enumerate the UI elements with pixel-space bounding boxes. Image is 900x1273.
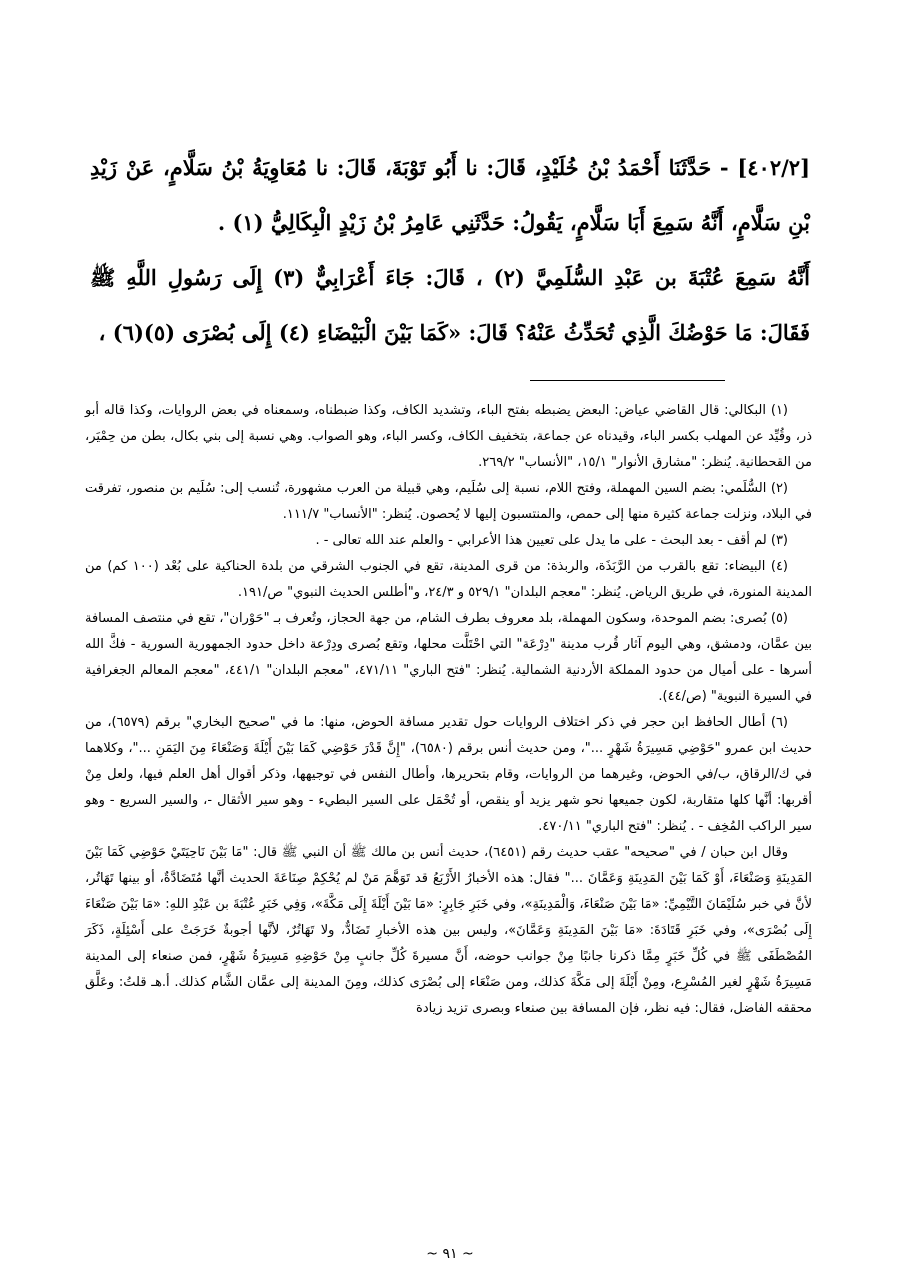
hadith-chain: [٤٠٢/٢] - حَدَّثَنَا أَحْمَدُ بْنُ خُلَيْدٍ، قَالَ: نا أَبُو تَوْبَةَ، قَالَ: نا مُعَاوِيَةُ بْنُ سَلَّامٍ، عَنْ زَيْدِ بْنِ سَلَّامٍ، أَنَّهُ سَمِعَ أَبَا سَلَّامٍ، يَقُولُ: حَدَّثَنِي عَامِرُ بْنُ زَيْدٍ الْبِكَالِيُّ (١) . <box>90 155 810 235</box>
footnote: (٤) البيضاء: تقع بالقرب من الرَّبَذَة، والربذة: من قرى المدينة، تقع في الجنوب الشرقي من بلدة الحناكية على بُعْد (١٠٠ كم) من المدينة المنورة، في طريق الرياض. يُنظر: "معجم البلدان" ٥٢٩/١ و ٢٤/٣، و"أطلس الحديث النبوي" ص/١٩١. <box>85 559 812 600</box>
footnotes <box>85 398 812 1022</box>
footnote: (٥) بُصرى: بضم الموحدة، وسكون المهملة، بلد معروف بطرف الشام، من جهة الحجاز، وتُعرف بـ "حَوْران"، تقع في منتصف المسافة بين عمَّان، ودمشق، وهي اليوم آثار قُرب مدينة "دِرْعَة" التي احْتَلَّت محلها، وتقع بُصرى ودِرْعة داخل حدود الجمهورية السورية - فكَّ الله أسرها - على أميال من حدود المملكة الأردنية الشمالية. يُنظر: "فتح الباري" ٤٧١/١١، "معجم البلدان" ٤٤١/١، "معجم المعالم الجغرافية في السيرة النبوية" (ص/٤٤). <box>85 611 812 704</box>
footnote: (٦) أطال الحافظ ابن حجر في ذكر اختلاف الروايات حول تقدير مسافة الحوض، منها: ما في "صحيح البخاري" برقم (٦٥٧٩)، من حديث ابن عمرو "حَوْضِي مَسِيرَةُ شَهْرٍ ..."، ومن حديث أنس برقم (٦٥٨٠)، "إِنَّ قَدْرَ حَوْضِي كَمَا بَيْنَ أَيْلَةَ وَصَنْعَاءَ مِنَ اليَمَنِ ..."، وكلاهما في ك/الرقاق، ب/في الحوض، وغيرهما من الروايات، وقام بتحريرها، وأطال النفس في توجيهها، وذكر أقوال أهل العلم فيها، ولعل مِنْ أقربها: أنَّها كلها متقاربة، لكون جميعها نحو شهر يزيد أو ينقص، أو تُحْمَل على السير البطيء - وهو سير الأثقال -، والسير السريع - وهو سير الراكب المُخِف - . يُنظر: "فتح الباري" ٤٧٠/١١. <box>85 715 812 834</box>
footnote: (٢) السُّلَمي: بضم السين المهملة، وفتح اللام، نسبة إلى سُلَيم، وهي قبيلة من العرب مشهورة، تُنسب إلى: سُلَيم بن منصور، تفرقت في البلاد، ونزلت جماعة كثيرة منها إلى حمص، والمنتسبون إليها لا يُحصون. يُنظر: "الأنساب" ١١١/٧. <box>85 481 812 522</box>
footnote-continuation: وقال ابن حبان / في "صحيحه" عقب حديث رقم (٦٤٥١)، حديث أنس بن مالك ﷺ أن النبي ﷺ قال: "مَا بَيْنَ نَاحِيَتَيْ حَوْضِي كَمَا بَيْنَ المَدِينَةِ وَصَنْعَاءَ، أَوْ كَمَا بَيْنَ المَدِينَةِ وَعَمَّانَ ..." فقال: هذه الأخبارُ الأَرْبَعُ قد تَوَهَّمَ مَنْ لم يُحْكِمْ صِنَاعَةَ الحديث أنَّها مُتَضَادَّةٌ، أو بينها تَهَاتُر، لأنَّ في خبر سُلَيْمَانَ التَّيْمِيِّ: «مَا بَيْنَ صَنْعَاءَ، وَالْمَدِينَةِ»، وفي خَبَرِ جَابِرٍ: «مَا بَيْنَ أَيْلَةَ إِلَى مَكَّةَ»، وَفِي خَبَرِ عُتْبَةَ بن عَبْدِ اللهِ: «مَا بَيْنَ صَنْعَاءَ إِلَى بُصْرَى»، وفي خَبَرِ قَتَادَةَ: «مَا بَيْنَ المَدِينَةِ وَعَمَّانَ»، وليس بين هذه الأخبارِ تَضَادٌّ، ولا تَهَاتُرٌ، لأنَّها أجوبةٌ خَرَجَتْ على أَسْئِلَةٍ، ذَكَرَ المُصْطَفَى ﷺ في كُلِّ خَبَرٍ مِمَّا ذكرنا جانبًا مِنْ جوانب حوضه، أَنَّ مسيرةَ كُلِّ جانبٍ مِنْ حَوْضِهِ مَسِيرَةُ شَهْرٍ، فمن صنعاء إلى المدينة مَسِيرَةُ شَهْرٍ لغير المُسْرِع، ومِنْ أَيْلَةَ إلى مَكَّةَ كذلك، ومن صَنْعَاء إلى بُصْرَى كذلك، ومِنَ المدينة إلى عمَّان الشَّام كذلك. أ.هـ قلتُ: وعَلَّق محققه الفاضل، فقال: فيه نظر، فإن المسافة بين صنعاء وبصرى تزيد زيادة <box>85 845 812 1016</box>
hadith-main-text <box>90 140 810 360</box>
footnote: (٣) لم أقف - بعد البحث - على ما يدل على تعيين هذا الأعرابي - والعلم عند الله تعالى - . <box>315 533 788 548</box>
footnote: (١) البكالي: قال القاضي عياض: البعض يضبطه بفتح الباء، وتشديد الكاف، وكذا ضبطناه، وسمعناه في بعض الروايات، وكذا قاله أبو ذر، وقُيِّد عن المهلب بكسر الباء، وقيدناه عن جماعة، بتخفيف الكاف، وكسر الباء، وهو الصواب. وهي نسبة إلى بني بكال، بطن من حِمْيَر، من القحطانية. يُنظر: "مشارق الأنوار" ١٥/١، "الأنساب" ٢٦٩/٢. <box>85 403 812 470</box>
footnote-separator <box>530 380 725 381</box>
page-number: ~ ٩١ ~ <box>426 1246 474 1262</box>
hadith-text: أَنَّهُ سَمِعَ عُتْبَةَ بن عَبْدِ السُّلَمِيَّ (٢) ، قَالَ: جَاءَ أَعْرَابِيٌّ (٣) إِلَى رَسُولِ اللَّهِ ﷺ فَقَالَ: مَا حَوْضُكَ الَّذِي تُحَدِّثُ عَنْهُ؟ قَالَ: «كَمَا بَيْنَ الْبَيْضَاءِ (٤) إِلَى بُصْرَى (٥)(٦) ، <box>90 265 811 345</box>
